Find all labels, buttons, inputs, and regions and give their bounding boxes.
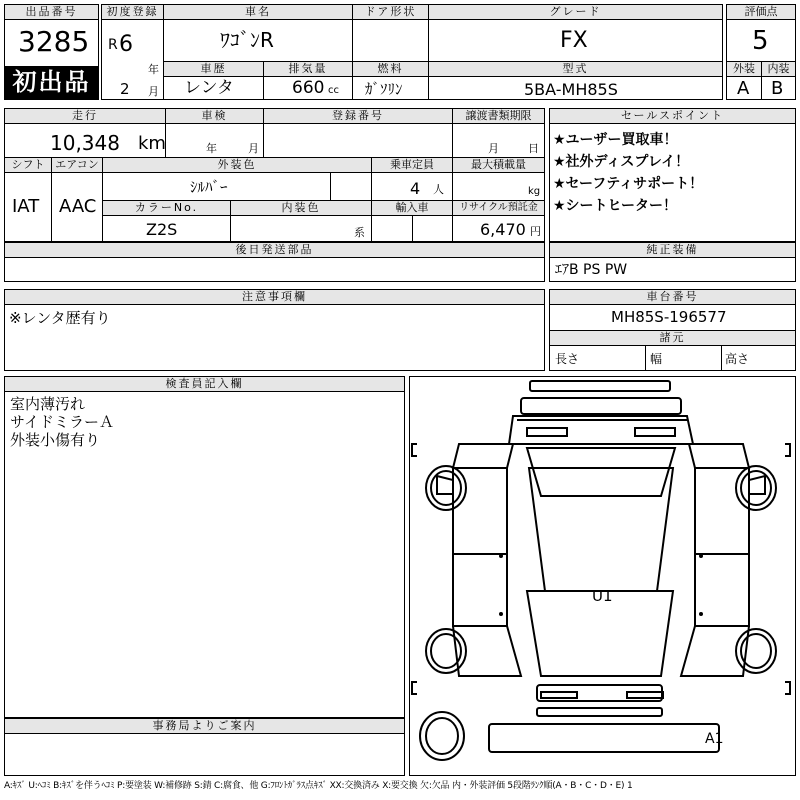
sales-points-header: セールスポイント xyxy=(549,108,796,124)
later-parts-header: 後日発送部品 xyxy=(4,242,545,258)
interior-score-header: 内装 xyxy=(761,61,796,77)
fuel-header: 燃料 xyxy=(352,61,429,77)
year-unit: 年 xyxy=(148,63,159,76)
inspection-header: 車検 xyxy=(165,108,264,124)
shift-header: シフト xyxy=(4,157,52,173)
chassis-header: 車台番号 xyxy=(549,289,796,305)
inspection-month-unit: 月 xyxy=(248,142,259,155)
inspector-line: 室内薄汚れ xyxy=(10,395,86,413)
capacity: 4 xyxy=(410,179,421,198)
first-registration-header: 初度登録 xyxy=(101,4,164,20)
transfer-month-unit: 月 xyxy=(488,142,499,155)
color-no-header: カラーNo. xyxy=(102,200,231,216)
dimensions-header: 諸元 xyxy=(549,330,796,346)
model: 5BA-MH85S xyxy=(524,80,618,99)
max-load-unit: kg xyxy=(528,186,541,197)
sales-point-item: ★セーフティサポート！ xyxy=(553,176,704,192)
air-conditioner: AAC xyxy=(59,196,97,217)
damage-mark-center: U1 xyxy=(592,587,613,605)
capacity-header: 乗車定員 xyxy=(371,157,453,173)
inspector-header: 検査員記入欄 xyxy=(4,376,405,392)
era-letter: R xyxy=(108,37,118,53)
lot-number-header: 出品番号 xyxy=(4,4,99,20)
model-header: 型式 xyxy=(428,61,723,77)
grade: FX xyxy=(560,28,588,53)
car-name-header: 車名 xyxy=(163,4,353,20)
registration-year: 6 xyxy=(119,32,133,57)
mileage-header: 走行 xyxy=(4,108,166,124)
chassis-number: MH85S-196577 xyxy=(611,308,727,326)
door-header: ドア形状 xyxy=(352,4,429,20)
inspector-line: サイドミラーＡ xyxy=(10,413,114,431)
displacement-header: 排気量 xyxy=(263,61,353,77)
sales-points-box xyxy=(549,108,796,242)
max-load-header: 最大積載量 xyxy=(452,157,545,173)
transfer-deadline-header: 譲渡書類期限 xyxy=(452,108,545,124)
lot-number: 3285 xyxy=(18,25,90,58)
width-label: 幅 xyxy=(650,352,663,366)
registration-month: 2 xyxy=(120,80,130,98)
car-name: ﾜｺﾞﾝR xyxy=(220,28,274,52)
ac-header: エアコン xyxy=(51,157,103,173)
length-label: 長さ xyxy=(555,352,580,366)
transfer-day-unit: 日 xyxy=(528,142,539,155)
inspector-line: 外装小傷有り xyxy=(10,431,101,449)
notes-header: 注意事項欄 xyxy=(4,289,545,305)
inspection-year-unit: 年 xyxy=(206,142,217,155)
recycle-header: リサイクル預託金 xyxy=(452,200,545,216)
capacity-unit: 人 xyxy=(433,183,444,196)
recycle-unit: 円 xyxy=(530,225,541,238)
color-no: Z2S xyxy=(146,220,178,239)
exterior-color-header: 外装色 xyxy=(102,157,372,173)
equipment-header: 純正装備 xyxy=(549,242,796,258)
mileage-unit: km xyxy=(138,133,166,154)
height-label: 高さ xyxy=(725,352,750,366)
equipment: ｴｱB PS PW xyxy=(555,262,628,278)
details-box xyxy=(4,108,545,242)
recycle-fee: 6,470 xyxy=(480,220,526,239)
interior-score: B xyxy=(771,78,784,99)
damage-mark-bottom: A1 xyxy=(705,731,724,747)
sales-point-item: ★社外ディスプレイ！ xyxy=(553,154,690,170)
notes: ※レンタ歴有り xyxy=(9,309,111,327)
grade-header: グレード xyxy=(428,4,723,20)
car-diagram xyxy=(409,376,796,776)
exterior-score: A xyxy=(737,78,750,99)
import-header: 輸入車 xyxy=(371,200,453,216)
first-listing-badge: 初出品 xyxy=(5,66,98,99)
month-unit: 月 xyxy=(148,85,159,98)
interior-color-header: 内装色 xyxy=(230,200,372,216)
exterior-color: ｼﾙﾊﾞｰ xyxy=(190,178,228,196)
history-header: 車歴 xyxy=(163,61,264,77)
legend: A:ｷｽﾞ U:ﾍｺﾐ B:ｷｽﾞを伴うﾍｺﾐ P:要塗装 W:補修跡 S:錆 C:腐食、他 G:ﾌﾛﾝﾄｶﾞﾗｽ点ｷｽﾞ XX:交換済み X:要交換 欠:欠品 内・外装評価 5段階ﾗﾝｸ順(A・B・C・D・E) 1 xyxy=(4,781,633,791)
history: レンタ xyxy=(184,78,234,98)
displacement: 660 xyxy=(292,78,325,98)
score-header: 評価点 xyxy=(726,4,796,20)
office-header: 事務局よりご案内 xyxy=(4,718,405,734)
interior-color-unit: 系 xyxy=(354,226,365,239)
shift: IAT xyxy=(12,196,40,217)
displacement-unit: cc xyxy=(328,85,339,96)
exterior-score-header: 外装 xyxy=(726,61,762,77)
fuel: ｶﾞｿﾘﾝ xyxy=(365,80,403,98)
sales-point-item: ★シートヒーター！ xyxy=(553,198,677,214)
plate-header: 登録番号 xyxy=(263,108,453,124)
mileage-value: 10,348 xyxy=(50,131,120,155)
score-value: 5 xyxy=(752,26,769,56)
sales-point-item: ★ユーザー買取車！ xyxy=(553,132,678,148)
